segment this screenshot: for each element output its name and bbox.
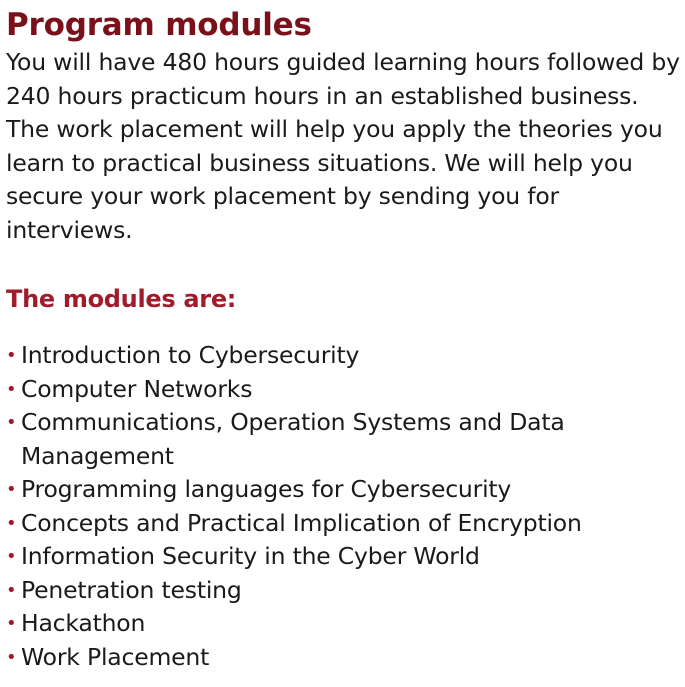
bullet-icon: • — [6, 412, 17, 433]
module-label: Concepts and Practical Implication of Encryption — [21, 508, 582, 537]
bullet-icon: • — [6, 512, 17, 534]
module-item — [6, 339, 685, 373]
module-label: Communications, Operation Systems and Data Management — [21, 408, 565, 470]
module-label: Computer Networks — [21, 374, 253, 403]
module-item — [6, 641, 685, 675]
bullet-icon: • — [6, 479, 17, 500]
module-label: Information Security in the Cyber World — [21, 542, 480, 570]
module-label: Work Placement — [21, 642, 210, 671]
module-item — [6, 507, 685, 541]
bullet-icon: • — [6, 646, 17, 668]
module-label: Penetration testing — [21, 575, 242, 604]
module-item — [6, 473, 685, 507]
modules-heading: The modules are: — [6, 285, 237, 313]
module-item — [6, 607, 685, 641]
bullet-icon: • — [6, 378, 17, 400]
page-title: Program modules — [6, 7, 312, 43]
module-label: Introduction to Cybersecurity — [21, 341, 360, 369]
bullet-icon: • — [6, 613, 17, 634]
module-label: Programming languages for Cybersecurity — [21, 475, 512, 503]
modules-list — [6, 339, 685, 674]
bullet-icon: • — [6, 546, 17, 567]
module-label: Hackathon — [21, 609, 146, 637]
module-item — [6, 373, 685, 407]
module-item — [6, 406, 685, 473]
bullet-icon: • — [6, 345, 17, 366]
intro-paragraph: You will have 480 hours guided learning hours followed by 240 hours practicum hours in an established business. The work placement will help you apply the theories you learn to practical business situations. We will help you secure your work placement by sending you for interviews. — [6, 48, 680, 244]
module-item — [6, 574, 685, 608]
bullet-icon: • — [6, 579, 17, 601]
module-item — [6, 540, 685, 574]
